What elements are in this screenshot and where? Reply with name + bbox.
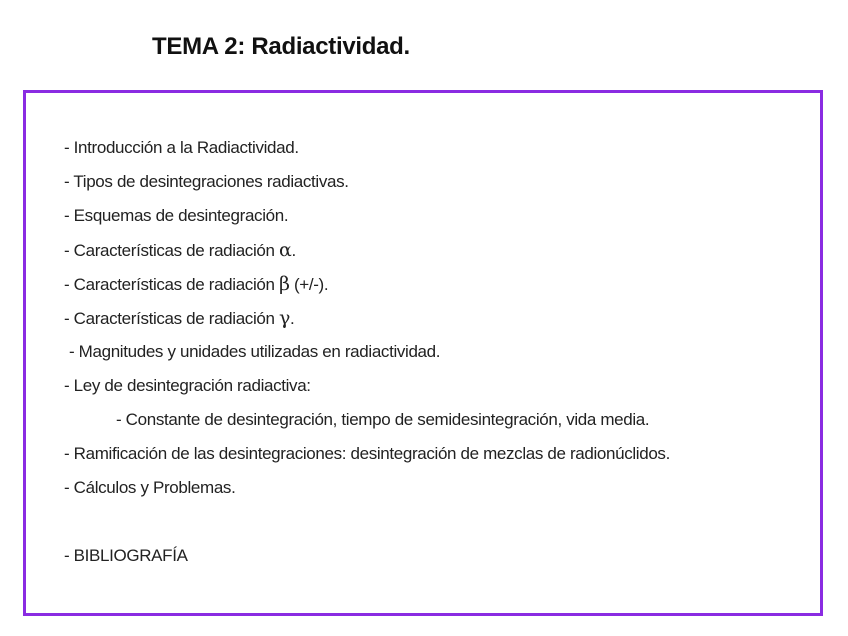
topic-item-alpha-radiation <box>64 233 670 267</box>
topic-item-calculations <box>64 471 670 505</box>
topic-text: - BIBLIOGRAFÍA <box>64 546 188 565</box>
topic-text: - Ley de desintegración radiactiva: <box>64 376 311 395</box>
topic-item-bibliography <box>64 539 670 573</box>
topic-suffix: (+/-). <box>289 275 329 294</box>
page-title: TEMA 2: Radiactividad. <box>152 33 410 60</box>
topic-item-magnitudes-units <box>64 335 670 369</box>
topic-item-decay-law <box>64 369 670 403</box>
topic-text: - Constante de desintegración, tiempo de semidesintegración, vida media. <box>116 410 650 429</box>
topic-text: - Cálculos y Problemas. <box>64 478 236 497</box>
topic-text: - Ramificación de las desintegraciones: desintegración de mezclas de radionúclidos. <box>64 444 670 463</box>
topic-text: - Características de radiación <box>64 241 279 260</box>
topic-text: - Características de radiación <box>64 309 279 328</box>
topic-item-decay-types <box>64 165 670 199</box>
topic-text: - Introducción a la Radiactividad. <box>64 138 299 157</box>
topics-box <box>23 90 823 616</box>
topic-subitem-decay-constant <box>64 403 670 437</box>
topic-suffix: . <box>291 241 296 260</box>
topic-text: - Esquemas de desintegración. <box>64 206 289 225</box>
topic-suffix: . <box>289 309 295 328</box>
topic-item-branching <box>64 437 670 471</box>
topic-list <box>64 131 670 573</box>
topic-text: - Magnitudes y unidades utilizadas en radiactividad. <box>69 342 441 361</box>
topic-item-introduction <box>64 131 670 165</box>
topic-item-gamma-radiation <box>64 301 670 335</box>
alpha-symbol: α <box>278 239 292 261</box>
topic-item-decay-schemes <box>64 199 670 233</box>
gamma-symbol: γ <box>278 307 290 329</box>
beta-symbol: β <box>278 273 290 295</box>
topic-text: - Características de radiación <box>64 275 279 294</box>
topic-item-beta-radiation <box>64 267 670 301</box>
topic-text: - Tipos de desintegraciones radiactivas. <box>64 172 349 191</box>
